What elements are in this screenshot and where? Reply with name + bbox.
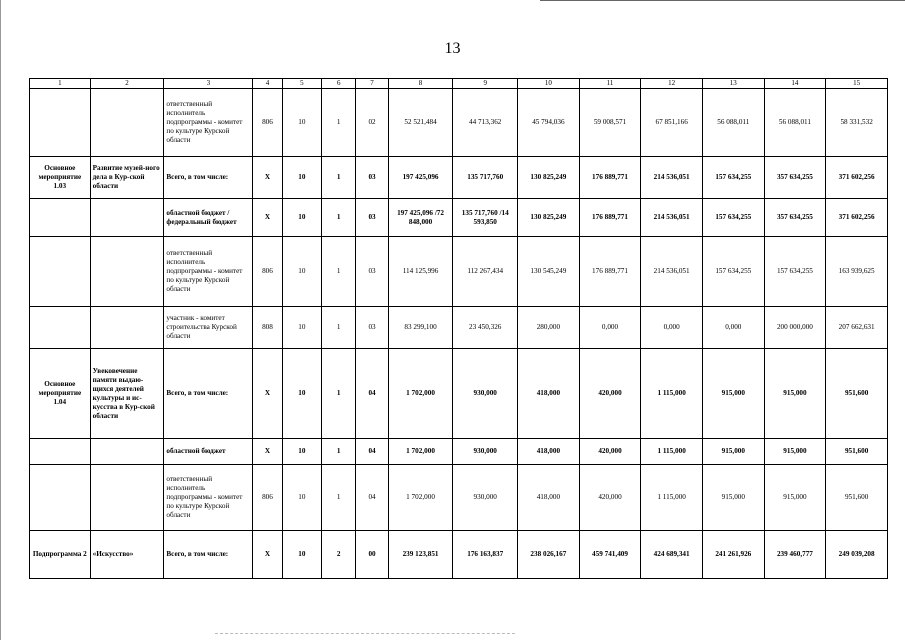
table-cell-col-15: 371 602,256 <box>826 199 888 237</box>
table-cell-col-14: 157 634,255 <box>764 237 826 307</box>
table-cell-col-10: 280,000 <box>518 307 580 349</box>
table-cell-col-5: 10 <box>282 439 321 465</box>
column-number-4: 4 <box>253 79 282 89</box>
column-number-10: 10 <box>518 79 580 89</box>
column-number-15: 15 <box>826 79 888 89</box>
table-cell-col-4: 806 <box>253 89 282 157</box>
table-cell-col-12: 424 689,341 <box>641 531 703 579</box>
table-cell-col-13: 241 261,926 <box>702 531 764 579</box>
table-cell-col-13: 915,000 <box>702 465 764 531</box>
table-cell-col-4: 806 <box>253 465 282 531</box>
column-number-13: 13 <box>702 79 764 89</box>
table-cell-col-11: 420,000 <box>579 349 641 439</box>
table-cell-col-7: 02 <box>356 89 388 157</box>
table-cell-col-14: 200 000,000 <box>764 307 826 349</box>
table-cell-col-6: 1 <box>322 465 356 531</box>
table-cell-col-1 <box>30 199 91 237</box>
table-cell-col-12: 214 536,051 <box>641 199 703 237</box>
table-cell-col-13: 915,000 <box>702 349 764 439</box>
table-cell-col-8: 197 425,096 <box>388 157 453 199</box>
table-cell-col-14: 357 634,255 <box>764 157 826 199</box>
table-cell-col-15: 58 331,532 <box>826 89 888 157</box>
table-cell-col-6: 1 <box>322 439 356 465</box>
table-cell-col-7: 00 <box>356 531 388 579</box>
table-row <box>30 157 888 199</box>
table-cell-col-12: 1 115,000 <box>641 439 703 465</box>
table-cell-col-14: 915,000 <box>764 349 826 439</box>
table-cell-col-6: 1 <box>322 307 356 349</box>
budget-table <box>29 78 888 579</box>
table-cell-col-5: 10 <box>282 307 321 349</box>
table-cell-col-2 <box>90 237 164 307</box>
table-cell-col-6: 1 <box>322 237 356 307</box>
table-cell-col-4: Х <box>253 157 282 199</box>
table-cell-col-10: 418,000 <box>518 349 580 439</box>
table-cell-col-11: 59 008,571 <box>579 89 641 157</box>
table-cell-col-9: 176 163,837 <box>453 531 518 579</box>
table-row <box>30 531 888 579</box>
table-cell-col-8: 1 702,000 <box>388 439 453 465</box>
table-cell-col-9: 135 717,760 /14 593,850 <box>453 199 518 237</box>
table-cell-col-8: 239 123,851 <box>388 531 453 579</box>
table-cell-col-11: 176 889,771 <box>579 199 641 237</box>
table-cell-col-8: 83 299,100 <box>388 307 453 349</box>
table-cell-col-2 <box>90 199 164 237</box>
table-cell-col-3: областной бюджет /федеральный бюджет <box>164 199 253 237</box>
table-cell-col-1 <box>30 465 91 531</box>
table-cell-col-3: участник - комитет строительства Курской области <box>164 307 253 349</box>
table-cell-col-10: 45 794,036 <box>518 89 580 157</box>
table-row <box>30 199 888 237</box>
table-cell-col-12: 214 536,051 <box>641 157 703 199</box>
table-cell-col-2 <box>90 307 164 349</box>
table-cell-col-15: 951,600 <box>826 439 888 465</box>
table-cell-col-10: 130 825,249 <box>518 199 580 237</box>
table-cell-col-7: 04 <box>356 465 388 531</box>
table-cell-col-10: 130 545,249 <box>518 237 580 307</box>
page-bottom-marks <box>215 633 515 634</box>
table-cell-col-13: 157 634,255 <box>702 157 764 199</box>
table-cell-col-12: 67 851,166 <box>641 89 703 157</box>
table-cell-col-15: 207 662,631 <box>826 307 888 349</box>
table-cell-col-10: 418,000 <box>518 465 580 531</box>
table-cell-col-13: 915,000 <box>702 439 764 465</box>
table-cell-col-9: 135 717,760 <box>453 157 518 199</box>
table-cell-col-9: 930,000 <box>453 349 518 439</box>
table-cell-col-2 <box>90 439 164 465</box>
column-number-7: 7 <box>356 79 388 89</box>
table-cell-col-3: ответственный исполнитель подпрограммы - комитет по культуре Курской области <box>164 237 253 307</box>
table-cell-col-7: 03 <box>356 157 388 199</box>
table-cell-col-6: 1 <box>322 157 356 199</box>
table-cell-col-9: 930,000 <box>453 439 518 465</box>
table-cell-col-1 <box>30 439 91 465</box>
table-cell-col-3: Всего, в том числе: <box>164 157 253 199</box>
table-cell-col-3: Всего, в том числе: <box>164 531 253 579</box>
table-cell-col-7: 04 <box>356 439 388 465</box>
table-cell-col-6: 1 <box>322 199 356 237</box>
table-cell-col-8: 52 521,484 <box>388 89 453 157</box>
table-cell-col-5: 10 <box>282 531 321 579</box>
page-top-rule <box>540 0 905 1</box>
table-cell-col-10: 418,000 <box>518 439 580 465</box>
table-cell-col-13: 157 634,255 <box>702 237 764 307</box>
table-cell-col-12: 0,000 <box>641 307 703 349</box>
table-cell-col-7: 03 <box>356 307 388 349</box>
table-cell-col-14: 239 460,777 <box>764 531 826 579</box>
table-cell-col-13: 0,000 <box>702 307 764 349</box>
table-cell-col-2: «Искусство» <box>90 531 164 579</box>
table-cell-col-5: 10 <box>282 465 321 531</box>
column-number-6: 6 <box>322 79 356 89</box>
table-cell-col-15: 163 939,625 <box>826 237 888 307</box>
table-cell-col-8: 114 125,996 <box>388 237 453 307</box>
table-cell-col-11: 420,000 <box>579 465 641 531</box>
table-cell-col-12: 1 115,000 <box>641 349 703 439</box>
table-cell-col-11: 459 741,409 <box>579 531 641 579</box>
table-cell-col-2: Развитие музей-ного дела в Кур-ской области <box>90 157 164 199</box>
table-cell-col-15: 951,600 <box>826 349 888 439</box>
table-cell-col-6: 2 <box>322 531 356 579</box>
table-cell-col-9: 23 450,326 <box>453 307 518 349</box>
table-cell-col-1: Основное мероприятие 1.03 <box>30 157 91 199</box>
page-left-edge <box>0 0 1 640</box>
table-row <box>30 237 888 307</box>
table-cell-col-7: 04 <box>356 349 388 439</box>
table-cell-col-14: 915,000 <box>764 439 826 465</box>
table-cell-col-3: областной бюджет <box>164 439 253 465</box>
table-row <box>30 307 888 349</box>
table-cell-col-15: 249 039,208 <box>826 531 888 579</box>
table-cell-col-14: 357 634,255 <box>764 199 826 237</box>
table-cell-col-3: ответственный исполнитель подпрограммы - комитет по культуре Курской области <box>164 465 253 531</box>
table-cell-col-4: Х <box>253 349 282 439</box>
table-cell-col-13: 56 088,011 <box>702 89 764 157</box>
table-cell-col-9: 44 713,362 <box>453 89 518 157</box>
table-cell-col-4: 808 <box>253 307 282 349</box>
table-cell-col-10: 238 026,167 <box>518 531 580 579</box>
table-cell-col-8: 1 702,000 <box>388 349 453 439</box>
table-cell-col-3: ответственный исполнитель подпрограммы - комитет по культуре Курской области <box>164 89 253 157</box>
table-cell-col-5: 10 <box>282 199 321 237</box>
table-cell-col-11: 176 889,771 <box>579 157 641 199</box>
table-cell-col-2 <box>90 89 164 157</box>
table-cell-col-4: Х <box>253 531 282 579</box>
table-cell-col-2 <box>90 465 164 531</box>
table-cell-col-1: Подпрограмма 2 <box>30 531 91 579</box>
table-cell-col-13: 157 634,255 <box>702 199 764 237</box>
table-cell-col-4: 806 <box>253 237 282 307</box>
table-row <box>30 465 888 531</box>
table-cell-col-10: 130 825,249 <box>518 157 580 199</box>
column-number-12: 12 <box>641 79 703 89</box>
column-number-11: 11 <box>579 79 641 89</box>
table-cell-col-9: 112 267,434 <box>453 237 518 307</box>
table-cell-col-15: 951,600 <box>826 465 888 531</box>
column-number-2: 2 <box>90 79 164 89</box>
table-cell-col-1 <box>30 237 91 307</box>
column-number-row <box>30 79 888 89</box>
column-number-9: 9 <box>453 79 518 89</box>
budget-table-body <box>30 79 888 579</box>
table-cell-col-11: 176 889,771 <box>579 237 641 307</box>
table-row <box>30 89 888 157</box>
table-cell-col-11: 420,000 <box>579 439 641 465</box>
table-cell-col-1: Основное мероприятие 1.04 <box>30 349 91 439</box>
table-cell-col-3: Всего, в том числе: <box>164 349 253 439</box>
table-cell-col-5: 10 <box>282 349 321 439</box>
column-number-3: 3 <box>164 79 253 89</box>
table-cell-col-8: 197 425,096 /72 848,000 <box>388 199 453 237</box>
table-cell-col-1 <box>30 307 91 349</box>
table-cell-col-8: 1 702,000 <box>388 465 453 531</box>
table-cell-col-14: 56 088,011 <box>764 89 826 157</box>
table-cell-col-11: 0,000 <box>579 307 641 349</box>
table-row <box>30 439 888 465</box>
table-cell-col-6: 1 <box>322 89 356 157</box>
column-number-8: 8 <box>388 79 453 89</box>
table-cell-col-5: 10 <box>282 157 321 199</box>
column-number-5: 5 <box>282 79 321 89</box>
table-cell-col-7: 03 <box>356 237 388 307</box>
table-cell-col-9: 930,000 <box>453 465 518 531</box>
column-number-14: 14 <box>764 79 826 89</box>
page-number: 13 <box>444 40 461 57</box>
column-number-1: 1 <box>30 79 91 89</box>
table-cell-col-2: Увековечение памяти выдаю-щихся деятелей культуры и ис-кусства в Кур-ской области <box>90 349 164 439</box>
table-cell-col-5: 10 <box>282 237 321 307</box>
table-cell-col-15: 371 602,256 <box>826 157 888 199</box>
table-cell-col-12: 214 536,051 <box>641 237 703 307</box>
table-cell-col-6: 1 <box>322 349 356 439</box>
table-cell-col-14: 915,000 <box>764 465 826 531</box>
table-cell-col-12: 1 115,000 <box>641 465 703 531</box>
table-cell-col-5: 10 <box>282 89 321 157</box>
table-row <box>30 349 888 439</box>
table-cell-col-4: Х <box>253 199 282 237</box>
table-cell-col-1 <box>30 89 91 157</box>
table-cell-col-7: 03 <box>356 199 388 237</box>
table-cell-col-4: Х <box>253 439 282 465</box>
